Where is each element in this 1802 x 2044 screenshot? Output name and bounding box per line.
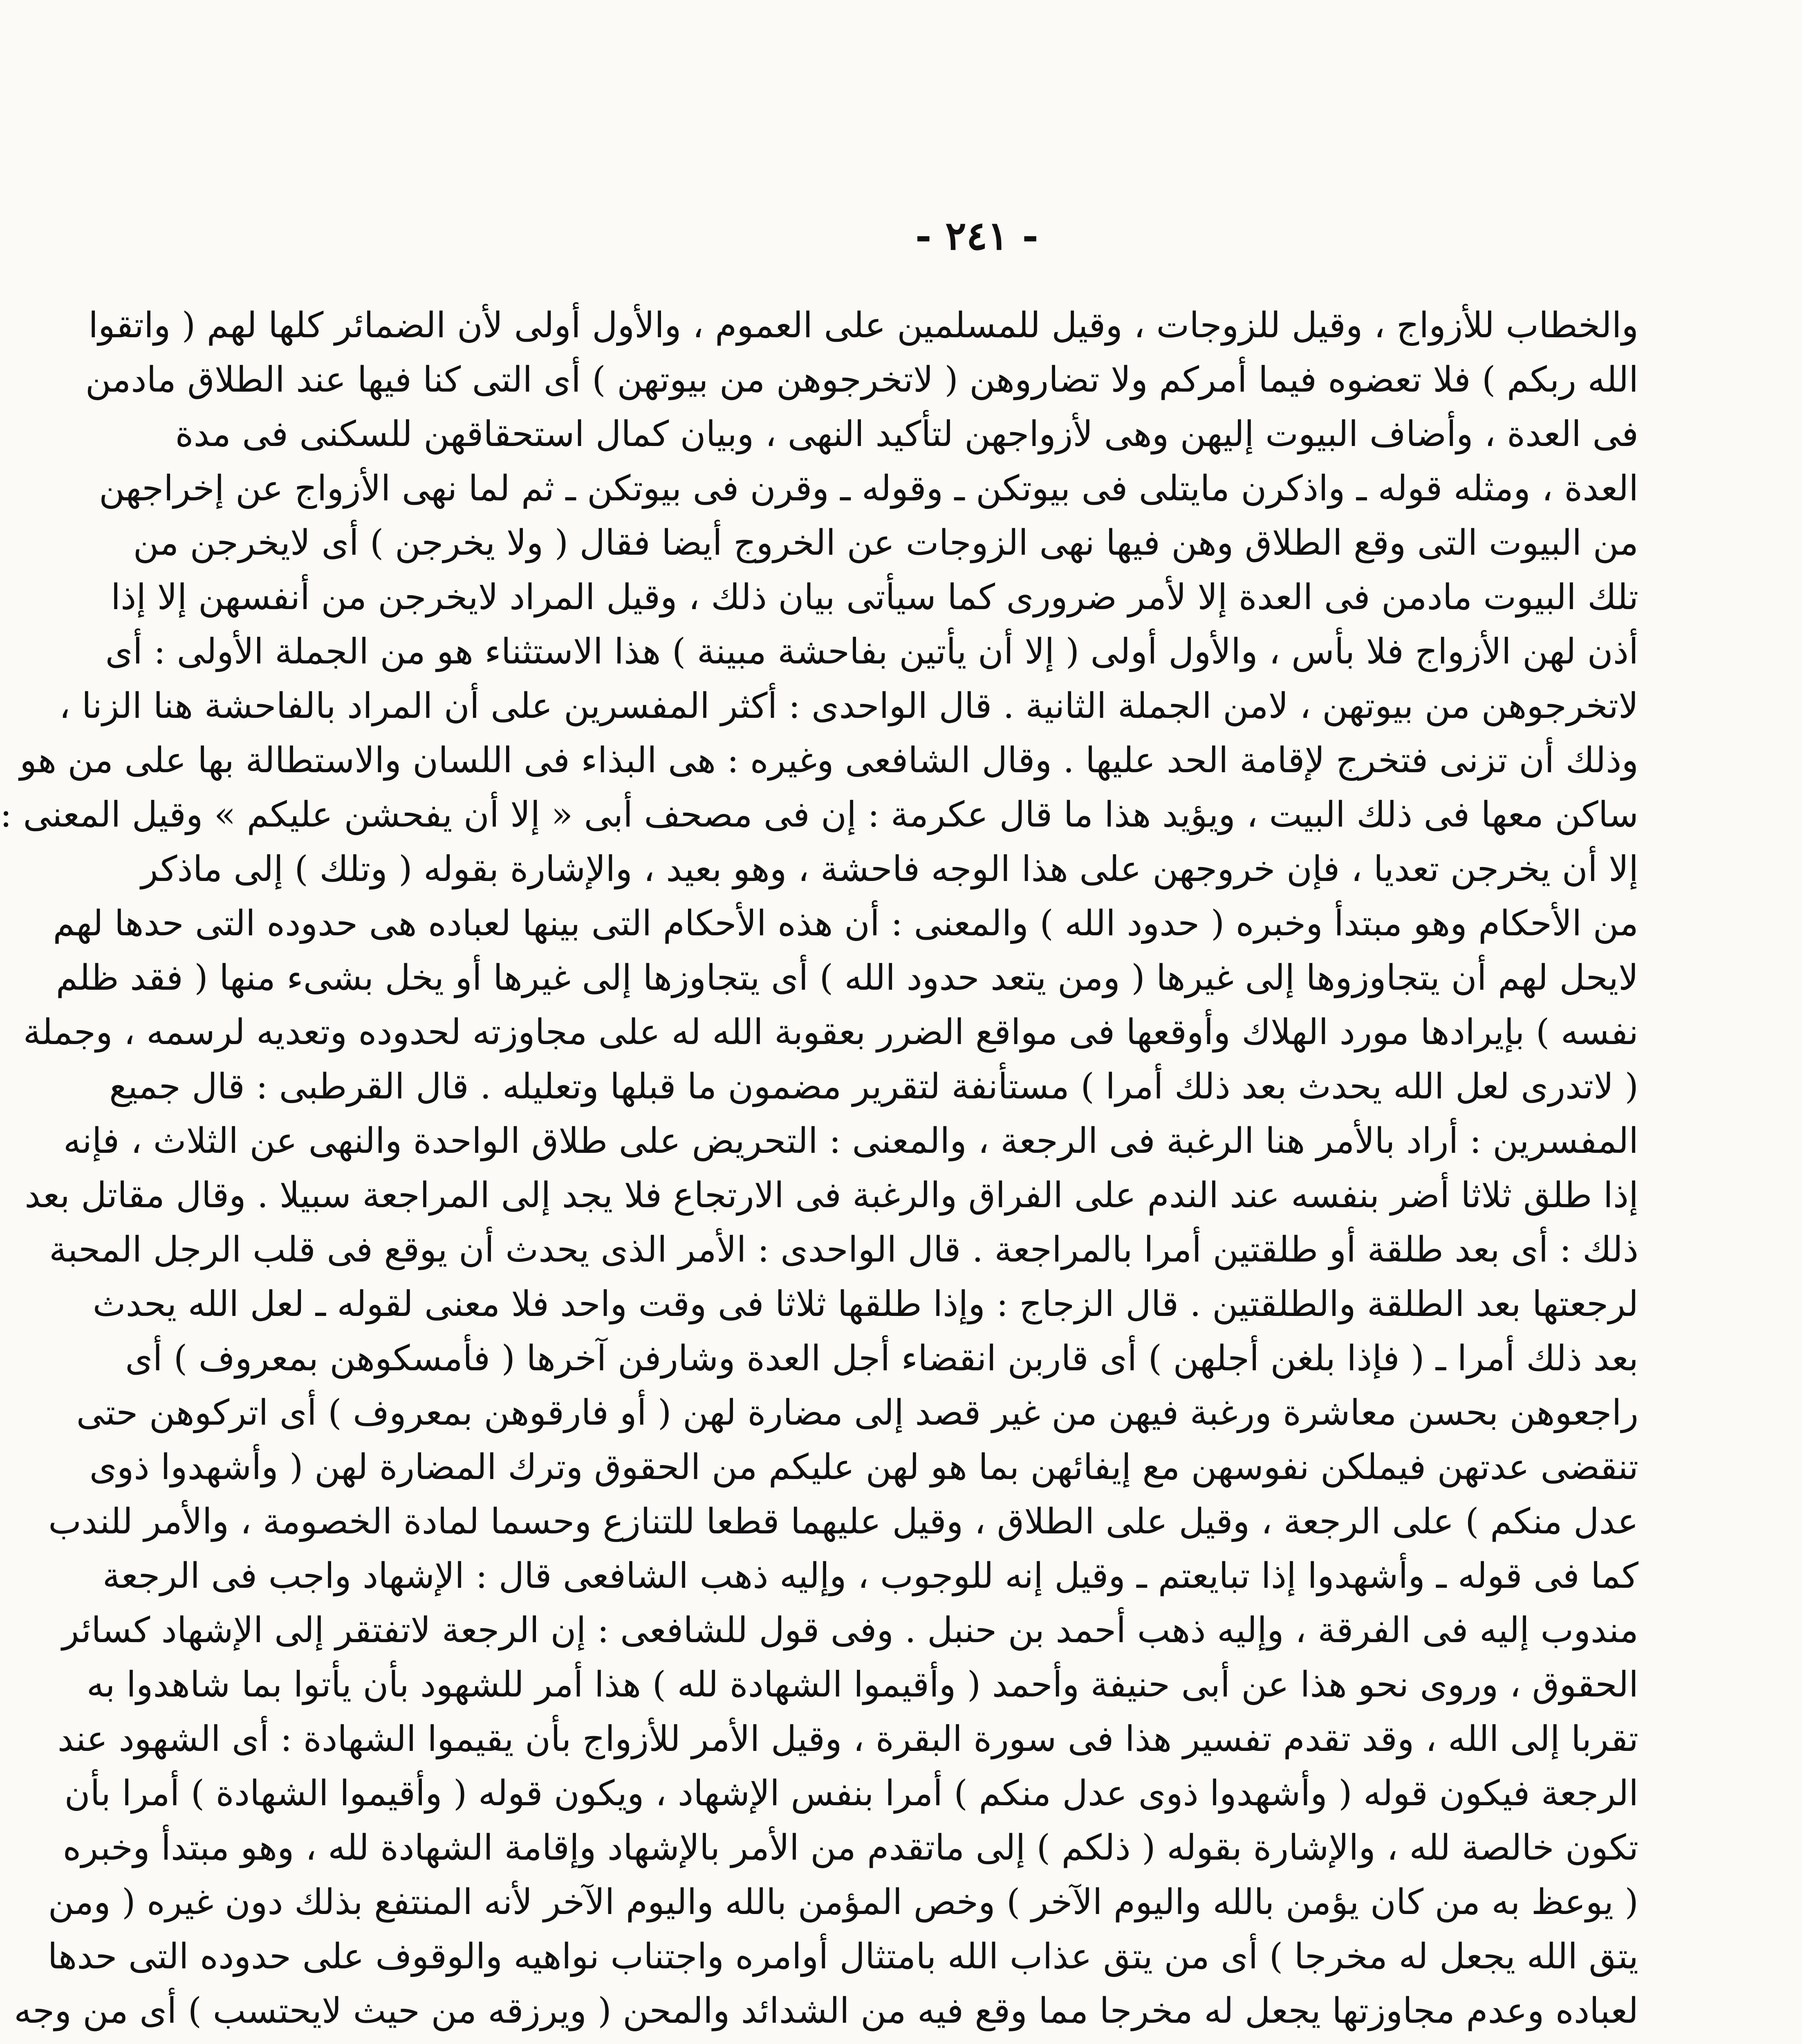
text-line: مندوب إليه فى الفرقة ، وإليه ذهب أحمد بن حنبل . وفى قول للشافعى : إن الرجعة لاتفتقر إلى الإشهاد كسائر <box>62 1610 1638 1651</box>
text-line: تكون خالصة لله ، والإشارة بقوله ( ذلكم ) إلى ماتقدم من الأمر بالإشهاد وإقامة الشهادة لله ، وهو مبتدأ وخبره <box>63 1827 1638 1868</box>
text-line: فى العدة ، وأضاف البيوت إليهن وهى لأزواجهن لتأكيد النهى ، وبيان كمال استحقاقهن للسكنى فى مدة <box>175 414 1638 455</box>
text-line: راجعوهن بحسن معاشرة ورغبة فيهن من غير قصد إلى مضارة لهن ( أو فارقوهن بمعروف ) أى اتركوهن حتى <box>76 1392 1638 1433</box>
text-line: كما فى قوله ـ وأشهدوا إذا تبايعتم ـ وقيل إنه للوجوب ، وإليه ذهب الشافعى قال : الإشهاد واجب فى الرجعة <box>102 1555 1638 1596</box>
text-line: لرجعتها بعد الطلقة والطلقتين . قال الزجاج : وإذا طلقها ثلاثا فى وقت واحد فلا معنى لقوله ـ لعل الله يحدث <box>92 1284 1638 1325</box>
text-line: العدة ، ومثله قوله ـ واذكرن مايتلى فى بيوتكن ـ وقوله ـ وقرن فى بيوتكن ـ ثم لما نهى الأزواج عن إخراجهن <box>99 468 1638 509</box>
text-line: أذن لهن الأزواج فلا بأس ، والأول أولى ( إلا أن يأتين بفاحشة مبينة ) هذا الاستثناء هو من الجملة الأولى : أى <box>105 631 1638 672</box>
text-line: ( يوعظ به من كان يؤمن بالله واليوم الآخر ) وخص المؤمن بالله واليوم الآخر لأنه المنتفع بذلك دون غيره ( ومن <box>48 1882 1638 1923</box>
text-line: الرجعة فيكون قوله ( وأشهدوا ذوى عدل منكم ) أمرا بنفس الإشهاد ، ويكون قوله ( وأقيموا الشهادة ) أمرا بأن <box>64 1773 1638 1814</box>
text-line: المفسرين : أراد بالأمر هنا الرغبة فى الرجعة ، والمعنى : التحريض على طلاق الواحدة والنهى عن الثلاث ، فإنه <box>63 1121 1638 1161</box>
text-line: من الأحكام وهو مبتدأ وخبره ( حدود الله ) والمعنى : أن هذه الأحكام التى بينها لعباده هى حدوده التى حدها لهم <box>53 903 1638 944</box>
text-line: ( لاتدرى لعل الله يحدث بعد ذلك أمرا ) مستأنفة لتقرير مضمون ما قبلها وتعليله . قال القرطبى : قال جميع <box>109 1066 1638 1107</box>
text-line: عدل منكم ) على الرجعة ، وقيل على الطلاق ، وقيل عليهما قطعا للتنازع وحسما لمادة الخصومة ، والأمر للندب <box>48 1501 1638 1542</box>
text-line: الحقوق ، وروى نحو هذا عن أبى حنيفة وأحمد ( وأقيموا الشهادة لله ) هذا أمر للشهود بأن يأتوا بما شاهدوا به <box>86 1664 1638 1705</box>
text-line: لاتخرجوهن من بيوتهن ، لامن الجملة الثانية . قال الواحدى : أكثر المفسرين على أن المراد بالفاحشة هنا الزنا ، <box>59 686 1638 726</box>
text-line: لعباده وعدم مجاوزتها يجعل له مخرجا مما وقع فيه من الشدائد والمحن ( ويرزقه من حيث لايحتسب ) أى من وجه <box>14 1990 1638 2031</box>
text-line: من البيوت التى وقع الطلاق وهن فيها نهى الزوجات عن الخروج أيضا فقال ( ولا يخرجن ) أى لايخرجن من <box>133 522 1638 563</box>
text-line: ساكن معها فى ذلك البيت ، ويؤيد هذا ما قال عكرمة : إن فى مصحف أبى « إلا أن يفحشن عليكم » وقيل المعنى : <box>0 794 1638 835</box>
text-line: بعد ذلك أمرا ـ ( فإذا بلغن أجلهن ) أى قاربن انقضاء أجل العدة وشارفن آخرها ( فأمسكوهن بمعروف ) أى <box>125 1338 1638 1379</box>
text-line: تقربا إلى الله ، وقد تقدم تفسير هذا فى سورة البقرة ، وقيل الأمر للأزواج بأن يقيموا الشهادة : أى الشهود عند <box>57 1719 1638 1759</box>
text-line: الله ربكم ) فلا تعضوه فيما أمركم ولا تضاروهن ( لاتخرجوهن من بيوتهن ) أى التى كنا فيها عند الطلاق مادمن <box>85 359 1638 400</box>
text-line: ذلك : أى بعد طلقة أو طلقتين أمرا بالمراجعة . قال الواحدى : الأمر الذى يحدث أن يوقع فى قلب الرجل المحبة <box>49 1229 1638 1270</box>
text-line: والخطاب للأزواج ، وقيل للزوجات ، وقيل للمسلمين على العموم ، والأول أولى لأن الضمائر كلها لهم ( واتقوا <box>88 305 1638 346</box>
text-line: نفسه ) بإيرادها مورد الهلاك وأوقعها فى مواقع الضرر بعقوبة الله له على مجاوزته لحدوده وتعديه لرسمه ، وجملة <box>23 1012 1638 1053</box>
page-body-text <box>0 298 1638 2038</box>
text-line: إلا أن يخرجن تعديا ، فإن خروجهن على هذا الوجه فاحشة ، وهو بعيد ، والإشارة بقوله ( وتلك ) إلى ماذكر <box>141 849 1638 890</box>
text-line: يتق الله يجعل له مخرجا ) أى من يتق عذاب الله بامتثال أوامره واجتناب نواهيه والوقوف على حدوده التى حدها <box>47 1936 1638 1977</box>
text-line: إذا طلق ثلاثا أضر بنفسه عند الندم على الفراق والرغبة فى الارتجاع فلا يجد إلى المراجعة سبيلا . وقال مقاتل بعد <box>25 1175 1638 1216</box>
text-line: لايحل لهم أن يتجاوزوها إلى غيرها ( ومن يتعد حدود الله ) أى يتجاوزها إلى غيرها أو يخل بشىء منها ( فقد ظلم <box>56 957 1638 998</box>
text-line: وذلك أن تزنى فتخرج لإقامة الحد عليها . وقال الشافعى وغيره : هى البذاء فى اللسان والاستطالة بها على من هو <box>20 740 1638 781</box>
text-line: تنقضى عدتهن فيملكن نفوسهن مع إيفائهن بما هو لهن عليكم من الحقوق وترك المضارة لهن ( وأشهدوا ذوى <box>89 1447 1638 1488</box>
page-number: - ٢٤١ - <box>915 213 1039 259</box>
text-line: تلك البيوت مادمن فى العدة إلا لأمر ضرورى كما سيأتى بيان ذلك ، وقيل المراد لايخرجن من أنفسهن إلا إذا <box>111 577 1638 618</box>
